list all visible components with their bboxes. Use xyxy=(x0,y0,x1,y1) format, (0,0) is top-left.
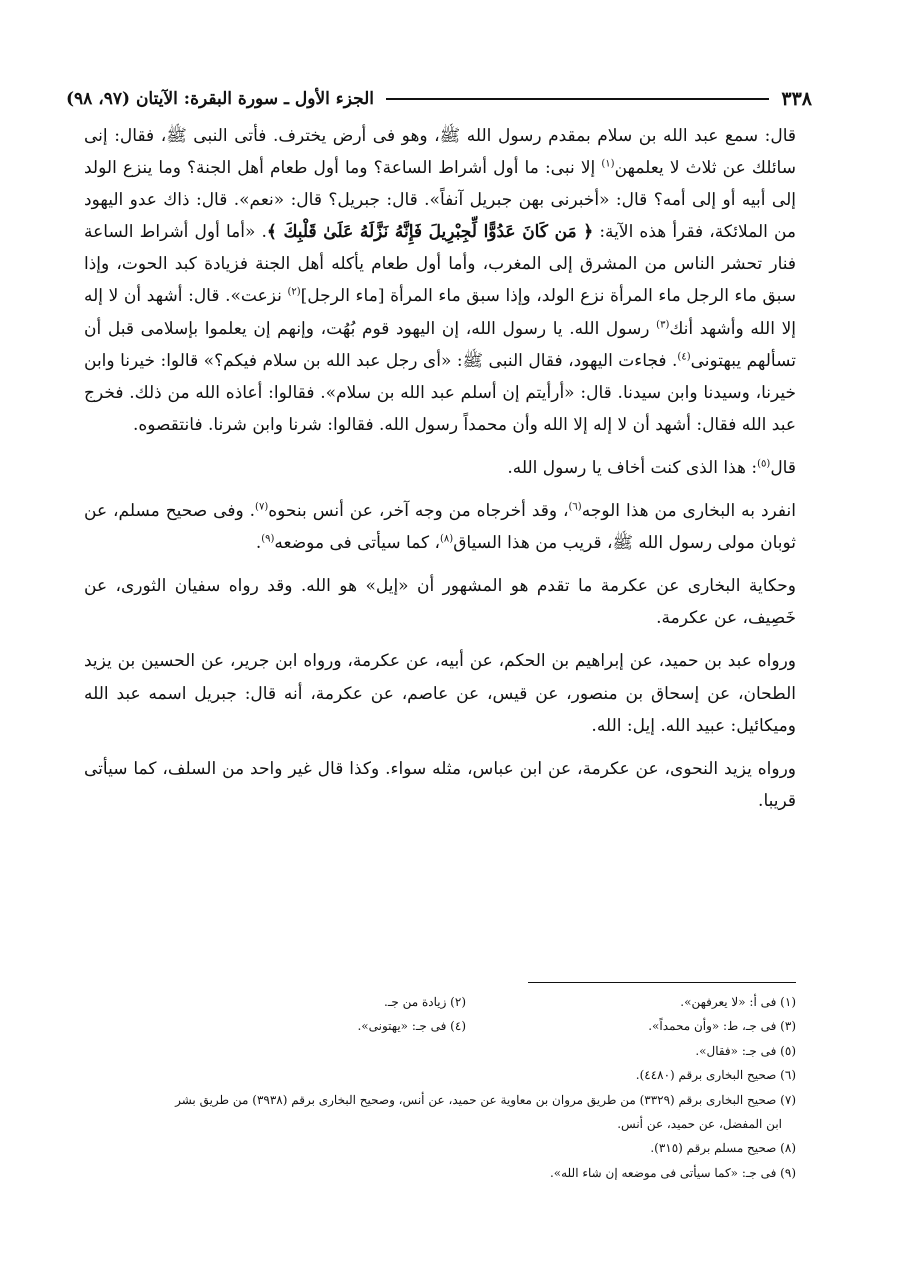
footnote-marker[interactable]: (٤) xyxy=(677,351,691,362)
text-run: انفرد به البخارى من هذا الوجه xyxy=(581,501,796,522)
footnote-marker[interactable]: (١) xyxy=(601,158,615,170)
main-text xyxy=(84,120,796,817)
text-line: أشهد أن لا إله إلا الله وأشهد أنك xyxy=(84,286,797,339)
footnote-marker[interactable]: (٥) xyxy=(757,458,771,470)
text-line: . فجاءت اليهود، فقال النبى ﷺ: «أى رجل عبد الله بن xyxy=(302,350,678,371)
footnote-marker[interactable]: (٦) xyxy=(568,501,582,513)
text-line: إلا نبى: ما أول أشراط الساعة؟ وما أول طعام أهل الجنة؟ وما xyxy=(158,158,602,179)
footnotes xyxy=(84,990,796,1185)
text-line: نزعت». قال: xyxy=(188,286,288,307)
footnote-1: (١) فى أ: «لا يعرفهن». xyxy=(680,995,796,1009)
paragraph-abd-bin-humaid: ورواه عبد بن حميد، عن إبراهيم بن الحكم، عن أبيه، عن عكرمة، ورواه ابن جرير، عن الحسين بن يزيد الطحان، عن إسحاق بن منصور، عن قيس، عن عاصم، عن عكرمة، أنه قال: جبريل اسمه عبد الله وميكائيل: عبيد الله. إيل: الله. xyxy=(84,651,796,736)
text-line: ينزع الولد إلى أبيه أو إلى أمه؟ قال: «أخبرنى بهن جبريل آنفاً». قال: جبريل؟ قال: «نعم». قال: xyxy=(84,158,796,211)
text-run: قال xyxy=(770,457,796,478)
header-rule xyxy=(386,98,769,100)
footnote-row xyxy=(84,1014,796,1038)
paragraph-ikrima: وحكاية البخارى عن عكرمة ما تقدم هو المشهور أن «إيل» هو الله. وقد رواه سفيان الثورى، عن خَصِيف، عن عكرمة. xyxy=(84,576,796,629)
text-run: ، وقد أخرجاه من وجه آخر، عن أنس بنحوه xyxy=(268,501,569,522)
footnote-9: (٩) فى جـ: «كما سيأتى فى موضعه إن شاء الله». xyxy=(549,1165,796,1180)
footnote-5: (٥) فى جـ: «فقال». xyxy=(695,1043,796,1058)
quran-verse: ﴿ مَن كَانَ عَدُوًّا لِّجِبْرِيلَ فَإِنَّهُ نَزَّلَهُ عَلَىٰ قَلْبِكَ ﴾ xyxy=(266,222,594,243)
footnote-8: (٨) صحيح مسلم برقم (٣١٥). xyxy=(650,1141,796,1156)
text-run: : هذا الذى كنت أخاف يا رسول الله. xyxy=(507,457,758,478)
text-line: سلام». فقالوا: أعاذه الله من ذلك. فخرج عبد الله فقال: أشهد أن لا إله إلا الله وأن محمداً رسول xyxy=(84,382,796,435)
text-line: رسول الله. يا رسول الله، إن اليهود قوم بُهُت، وإنهم إن xyxy=(253,318,657,339)
footnote-7: (٧) صحيح البخارى برقم (٣٣٢٩) من طريق مروان بن معاوية عن حميد، عن أنس، وصحيح البخارى برقم (٣٩٣٨) من طريق بشر xyxy=(175,1092,796,1107)
footnote-marker[interactable]: (٩) xyxy=(261,533,275,545)
footnote-2: (٢) زيادة من جـ. xyxy=(384,995,466,1009)
text-line: ذاك عدو اليهود من الملائكة، فقرأ هذه الآية: xyxy=(84,190,797,243)
footnote-6: (٦) صحيح البخارى برقم (٤٤٨٠). xyxy=(635,1068,796,1083)
paragraph-quote xyxy=(84,452,796,484)
running-title: الجزء الأول ـ سورة البقرة: الآيتان (٩٧، ٩٨) xyxy=(66,89,375,109)
footnote-3: (٣) فى جـ، ط: «وأن محمداً». xyxy=(648,1019,796,1034)
text-line: سلام فيكم؟» قالوا: خيرنا وابن خيرنا، وسيدنا وابن سيدنا. قال: «أرأيتم إن أسلم عبد الله بن xyxy=(84,350,796,403)
footnote-marker[interactable]: (٨) xyxy=(440,533,454,545)
footnote-marker[interactable]: (٣) xyxy=(656,318,670,330)
text-run: . وفى صحيح مسلم، عن ثوبان مولى رسول الله ﷺ، قريب من هذا السياق xyxy=(84,501,796,554)
text-line: الحوت، وإذا سبق ماء الرجل ماء المرأة نزع الولد، وإذا سبق ماء المرأة [ماء الرجل] xyxy=(84,254,796,307)
text-run: . xyxy=(255,533,262,554)
page-header xyxy=(66,84,812,114)
text-line: إنى سائلك عن ثلاث لا يعلمهن xyxy=(84,126,796,179)
text-line: قال: سمع عبد الله بن سلام بمقدم رسول الله ﷺ، وهو فى أرض يخترف. فأتى النبى ﷺ، فقال: xyxy=(114,126,797,146)
footnote-marker[interactable]: (٢) xyxy=(287,286,301,298)
footnote-separator xyxy=(528,982,796,983)
page-number: ٣٣٨ xyxy=(781,88,812,110)
paragraph-hadith xyxy=(84,120,796,441)
paragraph-yazid: ورواه يزيد النحوى، عن عكرمة، عن ابن عباس، مثله سواء. وكذا قال غير واحد من السلف، كما سيأتى قريبا. xyxy=(84,758,796,811)
text-line: أول أشراط الساعة فنار تحشر الناس من المشرق إلى المغرب، وأما أول طعام يأكله أهل الجنة فزيادة كبد xyxy=(84,222,796,275)
text-line: . «أما xyxy=(225,222,267,243)
text-run: ، كما سيأتى فى موضعه xyxy=(274,533,441,554)
footnote-marker[interactable]: (٧) xyxy=(255,501,269,513)
text-line: يعلموا بإسلامى قبل أن تسألهم يبهتونى xyxy=(84,318,796,371)
text-line: الله. فقالوا: شرنا وابن شرنا. فانتقصوه. xyxy=(132,414,410,435)
footnote-7-continued: ابن المفضل، عن حميد، عن أنس. xyxy=(617,1117,782,1132)
footnote-4: (٤) فى جـ: «يهتونى». xyxy=(357,1019,466,1034)
paragraph-sources xyxy=(84,495,796,559)
footnote-row xyxy=(84,990,796,1014)
